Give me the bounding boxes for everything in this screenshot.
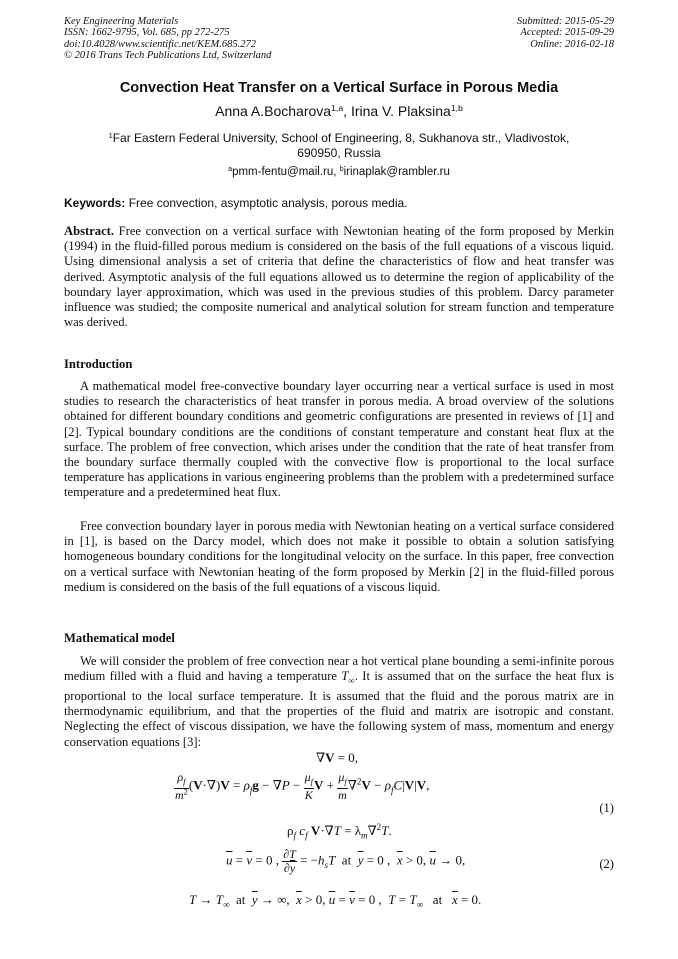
keywords-label: Keywords: bbox=[64, 196, 126, 210]
email-b: irinaplak@rambler.ru bbox=[343, 166, 450, 178]
introduction-heading: Introduction bbox=[64, 357, 133, 371]
keywords-text: Free convection, asymptotic analysis, porous media. bbox=[125, 196, 408, 210]
email-separator: , bbox=[333, 166, 340, 178]
abstract bbox=[64, 224, 614, 330]
author-2: Irina V. Plaksina bbox=[350, 103, 451, 119]
journal-doi: doi:10.4028/www.scientific.net/KEM.685.272 bbox=[64, 38, 256, 50]
abstract-text: Free convection on a vertical surface with Newtonian heating of the form proposed by Merkin (1994) in the fluid-filled porous medium is considered on the basis of the full equations of a viscous liquid. Using dimensional analysis a set of criteria that define the characteristics of flow and heat transfer was derived. Asymptotic analysis of the full equations allowed us to determine the region of applicability of the boundary layer approximation, which was used in the previous studies of this problem. Darcy parameter influence was studied; the composite numerical and analytical solution for stream function and temperature was derived. bbox=[64, 224, 614, 330]
equation-number-1: (1) bbox=[599, 801, 614, 815]
equation-boundary-surface: $\overline{u} = \overline{v} = 0$ , $\frac{\partial T}{\partial\overline{y}}$ = $-h_sT$ at $\overline{y} = 0$ , $\overline{x} > 0$, $\overline{u} \to 0$, bbox=[226, 847, 466, 875]
email-a: pmm-fentu@mail.ru bbox=[232, 166, 334, 178]
paper-title: Convection Heat Transfer on a Vertical Surface in Porous Media bbox=[119, 80, 559, 96]
equation-boundary-infinity: $T \to T_\infty$ at $\overline{y}$ → ∞, $\overline{x} > 0$, $\overline{u} = \overline{v} = 0$ , $T = T_\infty$ at $\overline{x} = 0$. bbox=[189, 892, 482, 910]
introduction-paragraph-1: A mathematical model free-convective boundary layer occurring near a vertical surface is used in most studies to research the characteristics of heat transfer in porous media. A broad overview of the solutions obtained for different boundary conditions and geometric configurations are presented in reviews of [1] and [2]. Typical boundary conditions are the conditions of constant temperature and constant heat flux at the surface. The problem of free convection, which arises under the condition that the rate of heat transfer from the boundary surface thermally coupled with the convective flow is proportional to the local surface temperature has applications in various engineering problems than the problem with a predetermined surface temperature and a predetermined heat flux. bbox=[64, 379, 614, 500]
affiliation-line-1: Far Eastern Federal University, School of Engineering, 8, Sukhanova str., Vladivostok, bbox=[112, 131, 570, 145]
equation-number-2: (2) bbox=[599, 857, 614, 871]
equation-momentum: $\frac{\rho_f}{m^2}$ $(V\cdot\nabla)V = \rho_fg - \nabla P$ − $\frac{\mu_f}{K}$ V + $\frac{\mu_f}{m}$ $\nabla^2V - \rho_fC|V|V$, bbox=[175, 770, 430, 803]
journal-copyright: © 2016 Trans Tech Publications Ltd, Switzerland bbox=[64, 49, 272, 61]
email-a-sup: a bbox=[228, 165, 233, 174]
online-date: Online: 2016-02-18 bbox=[530, 38, 614, 50]
equation-energy: $\rho_f$ $c_f$ $V\cdot\nabla T = \lambda_m\nabla^2T$. bbox=[287, 822, 392, 841]
author-separator: , bbox=[343, 103, 351, 119]
abstract-label: Abstract. bbox=[64, 224, 115, 238]
affiliation-sup: 1 bbox=[108, 130, 113, 140]
email-b-sup: b bbox=[339, 165, 344, 174]
author-1: Anna A.Bocharova bbox=[215, 103, 332, 119]
journal-issn: ISSN: 1662-9795, Vol. 685, pp 272-275 bbox=[64, 27, 230, 39]
author-1-sup: 1,a bbox=[331, 103, 344, 114]
author-2-sup: 1,b bbox=[450, 103, 463, 114]
model-paragraph-1: We will consider the problem of free convection near a hot vertical plane bounding a semi-infinite porous medium filled with a fluid and having a temperature $T_\infty$. It is assumed that on the surface the heat flux is proportional to the local surface temperature. It is assumed that the fluid and the porous matrix are in thermodynamic equilibrium, and that the properties of the fluid and matrix are isotropic and constant. Neglecting the effect of viscous dissipation, we have the following system of mass, momentum and energy conservation equations [3]: bbox=[64, 654, 614, 749]
journal-name: Key Engineering Materials bbox=[64, 16, 179, 27]
equation-continuity: ∇V = 0, bbox=[316, 750, 359, 765]
affiliation bbox=[64, 131, 614, 161]
journal-info bbox=[64, 16, 271, 61]
keywords bbox=[64, 196, 614, 210]
accepted-date: Accepted: 2015-09-29 bbox=[520, 27, 614, 39]
model-heading: Mathematical model bbox=[64, 631, 175, 645]
emails bbox=[64, 166, 614, 178]
authors bbox=[64, 103, 614, 119]
submitted-date: Submitted: 2015-05-29 bbox=[516, 16, 614, 27]
introduction-paragraph-2: Free convection boundary layer in porous media with Newtonian heating on a vertical surface considered in [1], is based on the Darcy model, which does not make it possible to obtain a solution satisfying homogeneous boundary conditions for the longitudinal velocity on the surface. In this paper, free convection on a vertical surface with Newtonian heating of the form proposed by Merkin [2] in the fluid-filled porous medium is considered on the basis of the full equations of a viscous liquid. bbox=[64, 519, 614, 594]
affiliation-line-2: 690950, Russia bbox=[297, 146, 381, 160]
submission-dates bbox=[517, 16, 614, 50]
